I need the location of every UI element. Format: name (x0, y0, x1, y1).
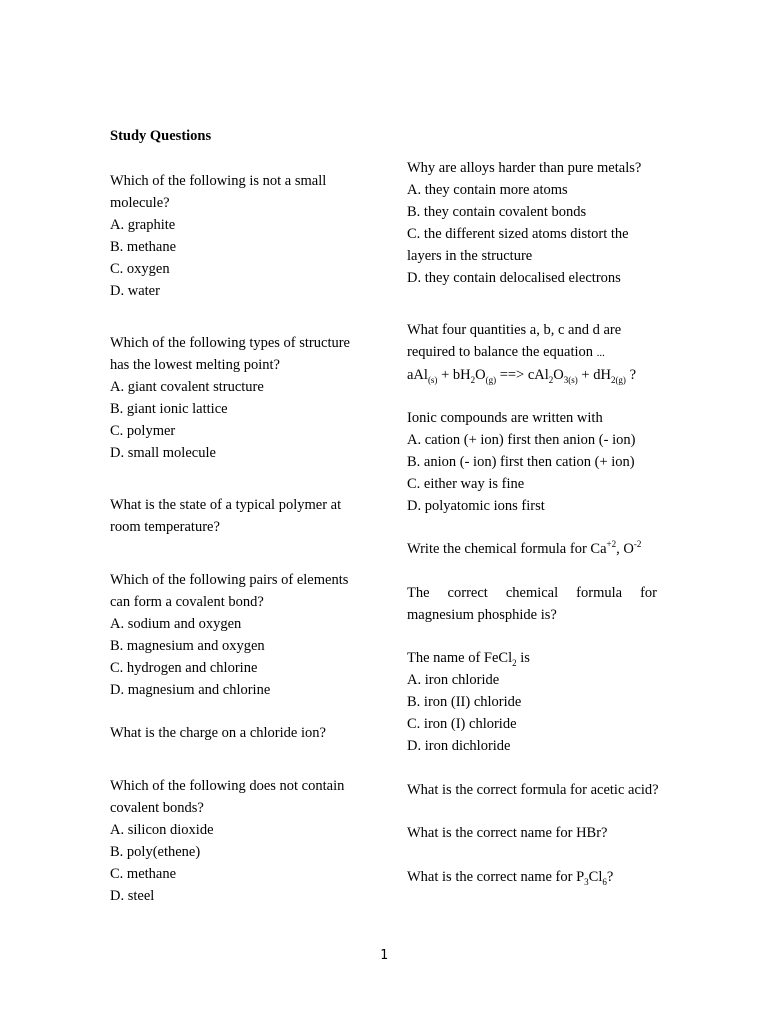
question-stem: Which of the following does not contain (110, 778, 345, 794)
stem-text: is (516, 650, 530, 666)
question-alloys-harder (407, 157, 657, 289)
question-stem: has the lowest melting point? (110, 357, 280, 373)
stem-text: What is the correct name for P (407, 869, 585, 885)
question-stem: covalent bonds? (110, 800, 204, 816)
option-d: D. small molecule (110, 445, 216, 461)
question-stem: Why are alloys harder than pure metals? (407, 160, 642, 176)
question-stem: room temperature? (110, 519, 220, 535)
question-stem: molecule? (110, 195, 170, 211)
question-stem: What is the correct name for HBr? (407, 825, 608, 841)
option-d: D. polyatomic ions first (407, 498, 545, 514)
stem-text: , O (616, 541, 634, 557)
question-calcium-oxide-formula (407, 538, 657, 560)
question-p3cl6-name (407, 866, 657, 888)
option-b: B. magnesium and oxygen (110, 638, 265, 654)
option-d: D. iron dichloride (407, 738, 511, 754)
option-b: B. they contain covalent bonds (407, 204, 587, 220)
option-d: D. magnesium and chlorine (110, 682, 271, 698)
equation-subscript: 2 (548, 374, 554, 385)
question-stem: What is the correct formula for acetic acid? (407, 782, 659, 798)
question-stem (407, 341, 657, 364)
question-stem: Which of the following types of structure (110, 335, 350, 351)
option-a: A. silicon dioxide (110, 822, 214, 838)
question-magnesium-phosphide (407, 582, 657, 626)
option-c: C. either way is fine (407, 476, 525, 492)
question-stem: Which of the following pairs of elements (110, 572, 349, 588)
question-lowest-melting-point (110, 332, 360, 464)
option-c: C. the different sized atoms distort the (407, 226, 629, 242)
question-small-molecule (110, 170, 360, 302)
question-stem: can form a covalent bond? (110, 594, 264, 610)
equation-subscript: (g) (485, 374, 497, 385)
question-stem: magnesium phosphide is? (407, 607, 557, 623)
chemical-equation (407, 364, 657, 386)
option-b: B. iron (II) chloride (407, 694, 522, 710)
option-c: C. iron (I) chloride (407, 716, 517, 732)
equation-subscript: 2 (470, 374, 476, 385)
option-b: B. poly(ethene) (110, 844, 201, 860)
question-polymer-state (110, 494, 360, 538)
option-b: B. giant ionic lattice (110, 401, 228, 417)
ellipsis: ... (596, 347, 605, 359)
equation-term: O (475, 367, 486, 383)
option-a: A. graphite (110, 217, 176, 233)
option-c-continued: layers in the structure (407, 248, 533, 264)
question-stem-text: required to balance the equation (407, 344, 594, 360)
equation-term: ? (625, 367, 636, 383)
charge-superscript: +2 (606, 539, 617, 550)
option-a: A. sodium and oxygen (110, 616, 242, 632)
option-c: C. hydrogen and chlorine (110, 660, 258, 676)
option-a: A. they contain more atoms (407, 182, 568, 198)
question-hbr-name (407, 822, 657, 844)
formula-subscript: 3 (584, 876, 589, 887)
equation-subscript: 2(g) (610, 374, 626, 385)
charge-superscript: -2 (633, 539, 642, 550)
question-stem (407, 866, 657, 888)
stem-text: The name of FeCl (407, 650, 513, 666)
question-ionic-compounds (407, 407, 657, 517)
question-stem (407, 538, 657, 560)
option-d: D. water (110, 283, 160, 299)
question-stem: Which of the following is not a small (110, 173, 327, 189)
question-covalent-bond-pairs (110, 569, 360, 701)
stem-text: Write the chemical formula for Ca (407, 541, 607, 557)
question-no-covalent-bonds (110, 775, 360, 907)
option-a: A. giant covalent structure (110, 379, 264, 395)
equation-term: ==> cAl (496, 367, 549, 383)
question-balance-equation (407, 319, 657, 386)
question-stem: What is the state of a typical polymer at (110, 497, 342, 513)
option-c: C. methane (110, 866, 177, 882)
question-stem (407, 647, 657, 669)
option-d: D. steel (110, 888, 155, 904)
option-a: A. iron chloride (407, 672, 500, 688)
formula-subscript: 2 (512, 657, 517, 668)
option-d: D. they contain delocalised electrons (407, 270, 621, 286)
page-number: 1 (380, 948, 388, 963)
question-stem: What four quantities a, b, c and d are (407, 322, 622, 338)
equation-term: aAl (407, 367, 428, 383)
formula-subscript: 6 (602, 876, 607, 887)
option-c: C. oxygen (110, 261, 170, 277)
option-b: B. methane (110, 239, 177, 255)
question-stem: The correct chemical formula for (407, 585, 657, 601)
equation-subscript: 3(s) (563, 374, 578, 385)
question-stem: What is the charge on a chloride ion? (110, 725, 326, 741)
option-a: A. cation (+ ion) first then anion (- ion) (407, 432, 636, 448)
question-acetic-acid (407, 779, 657, 801)
equation-term: + bH (437, 367, 471, 383)
page-title: Study Questions (110, 128, 212, 144)
equation-term: O (553, 367, 564, 383)
question-fecl2-name (407, 647, 657, 757)
stem-text: ? (606, 869, 614, 885)
equation-subscript: (s) (427, 374, 438, 385)
equation-term: + dH (577, 367, 611, 383)
option-c: C. polymer (110, 423, 176, 439)
option-b: B. anion (- ion) first then cation (+ ion) (407, 454, 635, 470)
question-stem: Ionic compounds are written with (407, 410, 603, 426)
question-chloride-charge (110, 722, 360, 744)
stem-text: Cl (588, 869, 603, 885)
